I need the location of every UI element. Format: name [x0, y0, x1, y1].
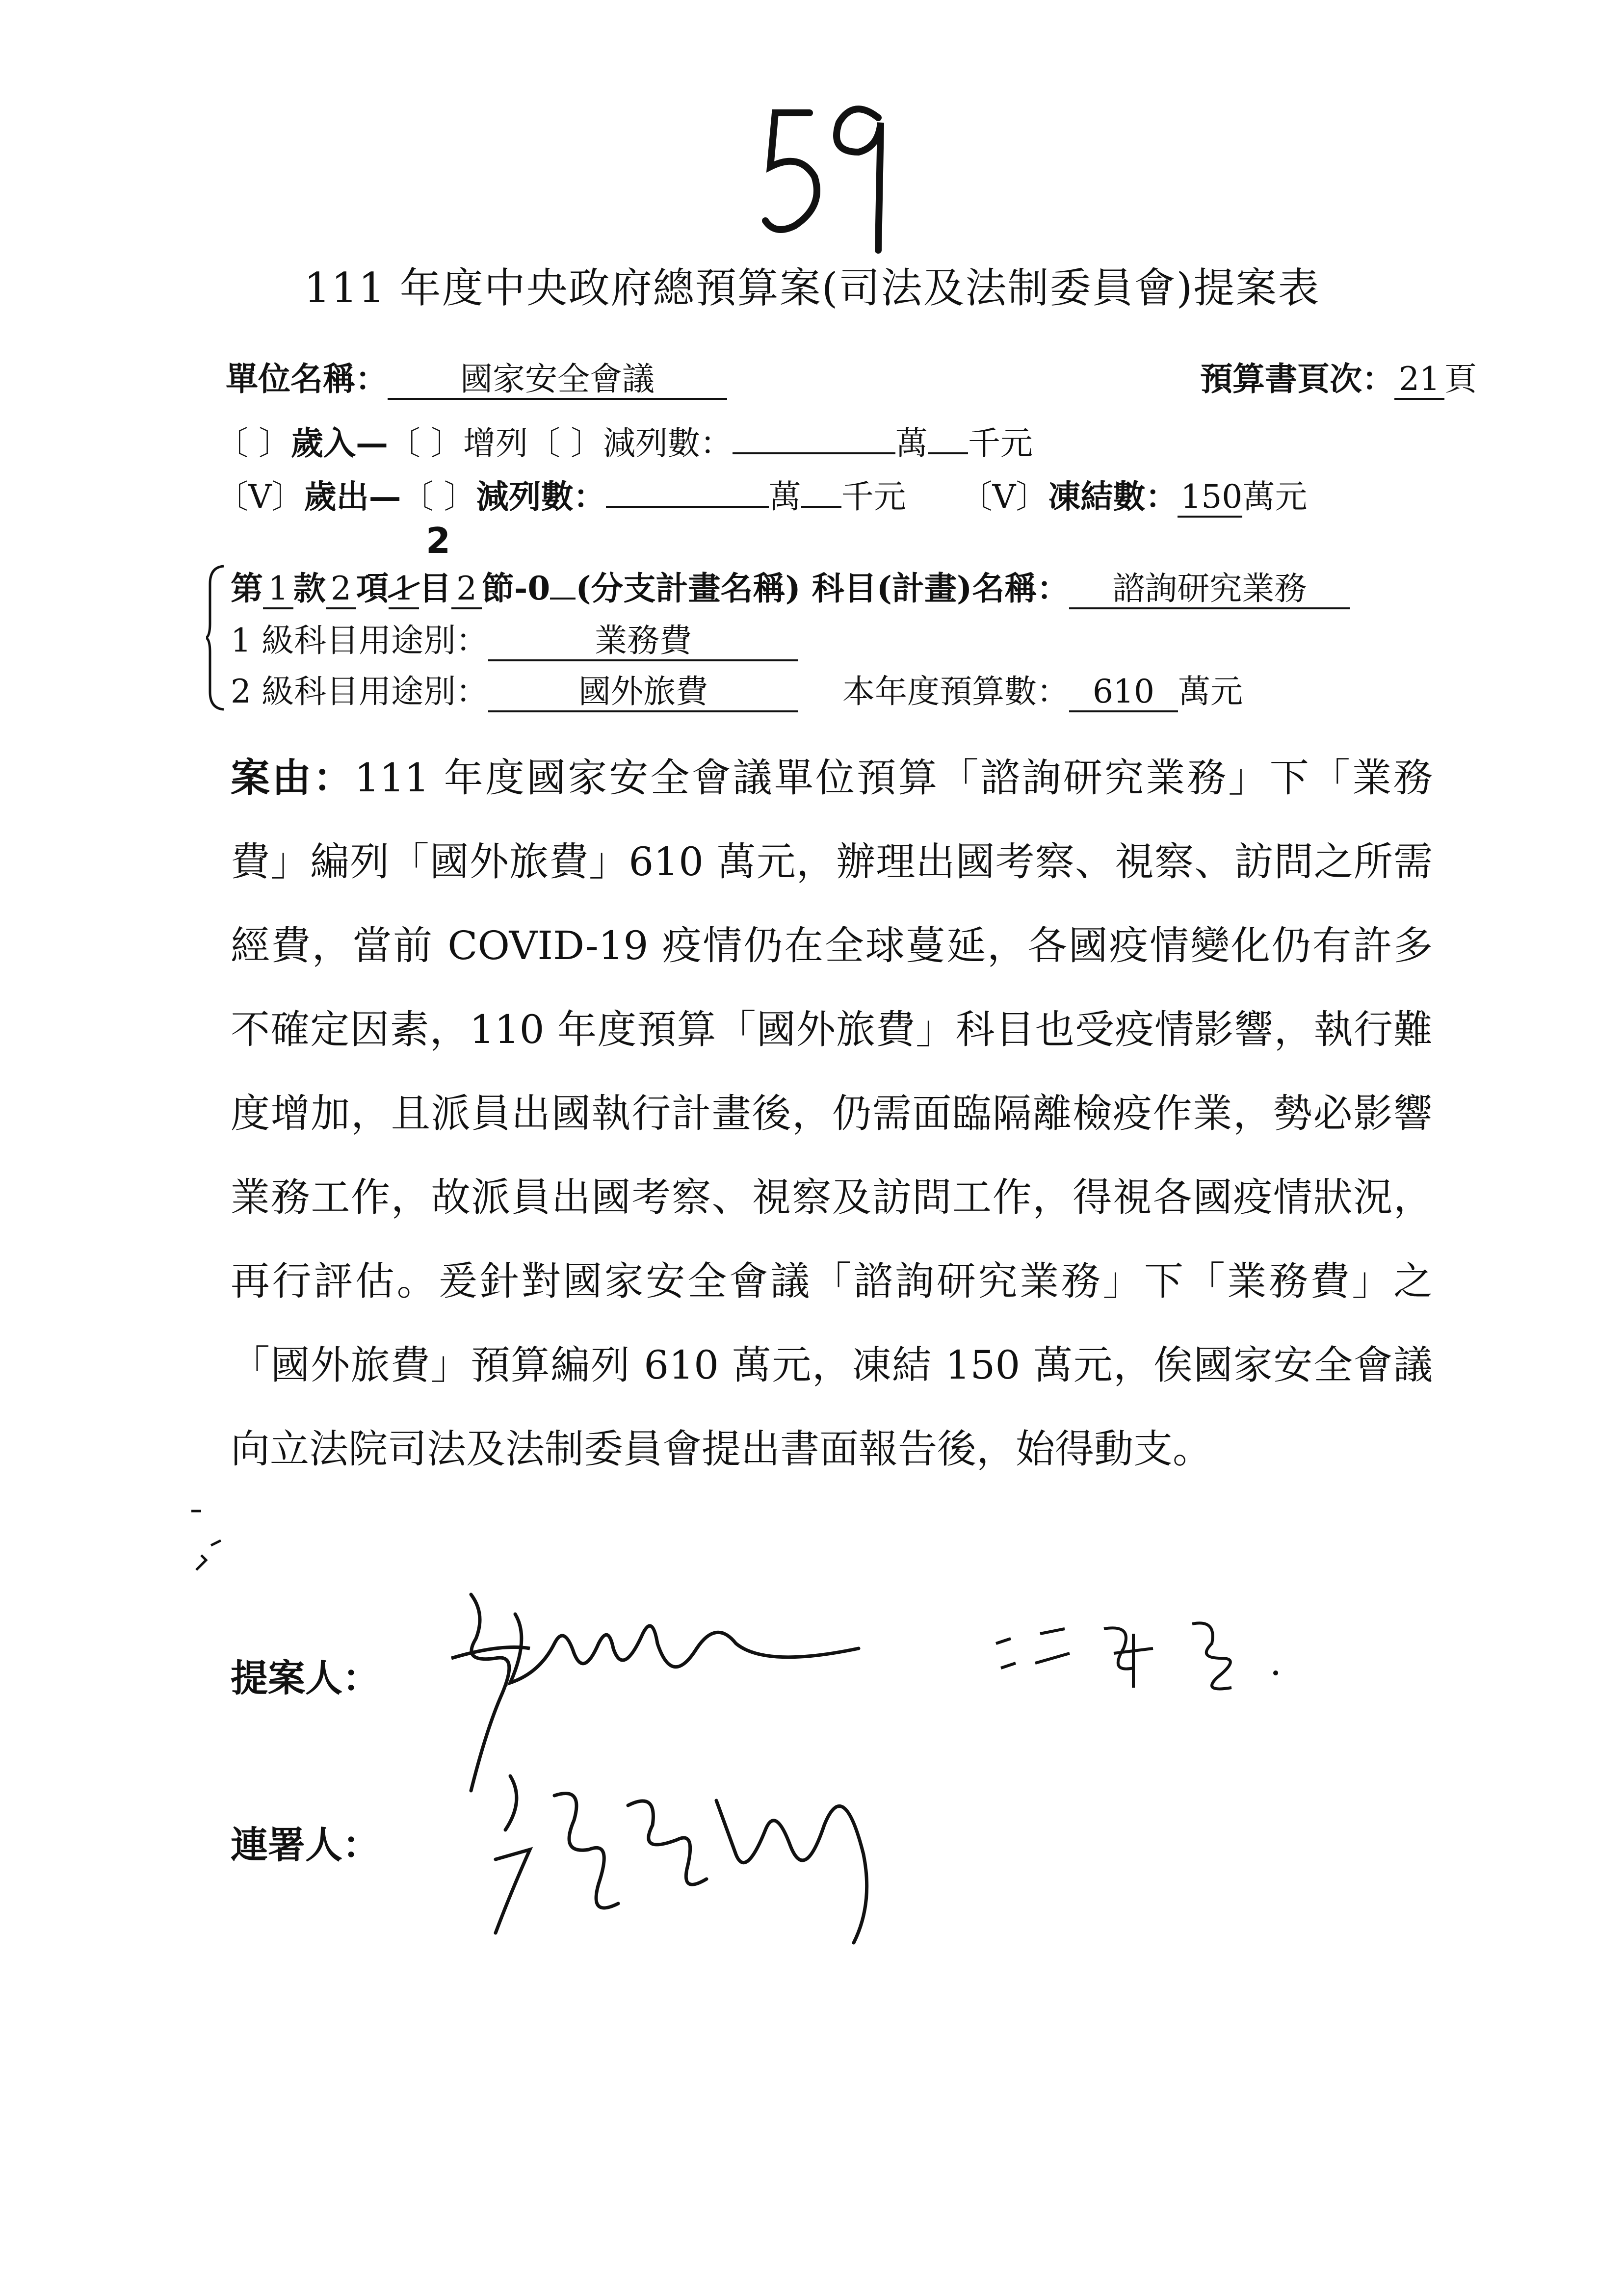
proposer-label: 提案人： [231, 1656, 380, 1700]
freeze-check: 〔V〕 [960, 478, 1048, 516]
freeze-unit: 萬元 [1242, 478, 1308, 516]
freeze-value: 150 [1178, 478, 1242, 518]
income-label: 歲入— [290, 424, 388, 462]
margin-pen-mark [182, 1487, 250, 1575]
income-qian: 千元 [968, 424, 1033, 462]
budget-unit: 萬元 [1178, 673, 1243, 710]
mu-label: 目 [419, 569, 451, 607]
case-body [231, 736, 1433, 1491]
case-lead: 案由： [231, 755, 355, 801]
increase-label: 增列 [463, 424, 528, 462]
jie-label: 節-0 [482, 569, 550, 607]
expense-label: 歲出— [304, 477, 401, 516]
proposer-signature-2 [986, 1604, 1290, 1702]
increase-check: 〔 〕 [388, 424, 463, 462]
unit-name-value: 國家安全會議 [388, 361, 727, 400]
kuan-label: 款 [293, 569, 326, 607]
income-wan-blank [733, 452, 895, 454]
subject-brace [206, 564, 226, 711]
jie-value: 2 [451, 570, 482, 609]
handwritten-correction: 2 [426, 520, 451, 561]
budget-label: 本年度預算數： [842, 673, 1069, 710]
expense-decrease-check: 〔 〕 [401, 478, 476, 516]
handwritten-page-number [756, 93, 903, 255]
cosigner-label: 連署人： [231, 1823, 380, 1867]
lv2-value: 國外旅費 [488, 673, 798, 712]
expense-qian-blank [801, 506, 841, 508]
kuan-prefix: 第 [231, 569, 263, 607]
expense-wan-blank [606, 506, 769, 508]
case-text: 111 年度國家安全會議單位預算「諮詢研究業務」下「業務費」編列「國外旅費」610 萬元，辦理出國考察、視察、訪問之所需經費，當前 COVID-19 疫情仍在全球蔓延，各國疫情變化仍有許多不確定因素，110 年度預算「國外旅費」科目也受疫情影響，執行難度增加，且派員出國執行計畫後，仍需面臨隔離檢疫作業，勢必影響業務工作，故派員出國考察、視察及訪問工作，得視各國疫情狀況，再行評估。爰針對國家安全會議「諮詢研究業務」下「業務費」之「國外旅費」預算編列 610 萬元，凍結 150 萬元，俟國家安全會議向立法院司法及法制委員會提出書面報告後，始得動支。 [231, 755, 1433, 1472]
unit-name-label: 單位名稱： [226, 360, 388, 398]
form-title: 111 年度中央政府總預算案(司法及法制委員會)提案表 [304, 264, 1320, 312]
expense-check: 〔V〕 [216, 478, 304, 516]
income-line [216, 424, 1033, 462]
subject-line [231, 570, 1350, 609]
mu-value-struck: 1 [389, 570, 419, 609]
lv1-label: 1 級科目用途別： [231, 622, 488, 659]
page-ref-value: 21 [1394, 361, 1444, 400]
expense-qian: 千元 [841, 478, 906, 516]
budget-value: 610 [1069, 673, 1178, 712]
kuan-value: 1 [263, 570, 293, 609]
xiang-label: 項 [356, 569, 389, 607]
xiang-value: 2 [326, 570, 356, 609]
page-ref-label: 預算書頁次： [1200, 360, 1394, 398]
income-qian-blank [928, 452, 968, 454]
level2-line [231, 673, 1243, 712]
cosigner-signature [481, 1756, 903, 1962]
expense-wan: 萬 [768, 478, 801, 516]
expense-decrease-label: 減列數： [476, 477, 606, 516]
income-check: 〔 〕 [216, 424, 291, 462]
expense-line [216, 478, 1307, 518]
program-name: 諮詢研究業務 [1069, 570, 1350, 609]
freeze-label: 凍結數： [1048, 477, 1178, 516]
jie-blank [550, 598, 576, 600]
branch-label: (分支計畫名稱) 科目(計畫)名稱： [576, 569, 1070, 607]
decrease-check: 〔 〕 [527, 424, 603, 462]
level1-line [231, 622, 798, 661]
unit-name-row [226, 361, 727, 400]
decrease-label: 減列數： [602, 424, 733, 462]
lv2-label: 2 級科目用途別： [231, 673, 488, 710]
budget-page-ref [1200, 361, 1477, 400]
income-wan: 萬 [895, 424, 928, 462]
lv1-value: 業務費 [488, 622, 798, 661]
page-ref-suffix: 頁 [1444, 360, 1477, 398]
